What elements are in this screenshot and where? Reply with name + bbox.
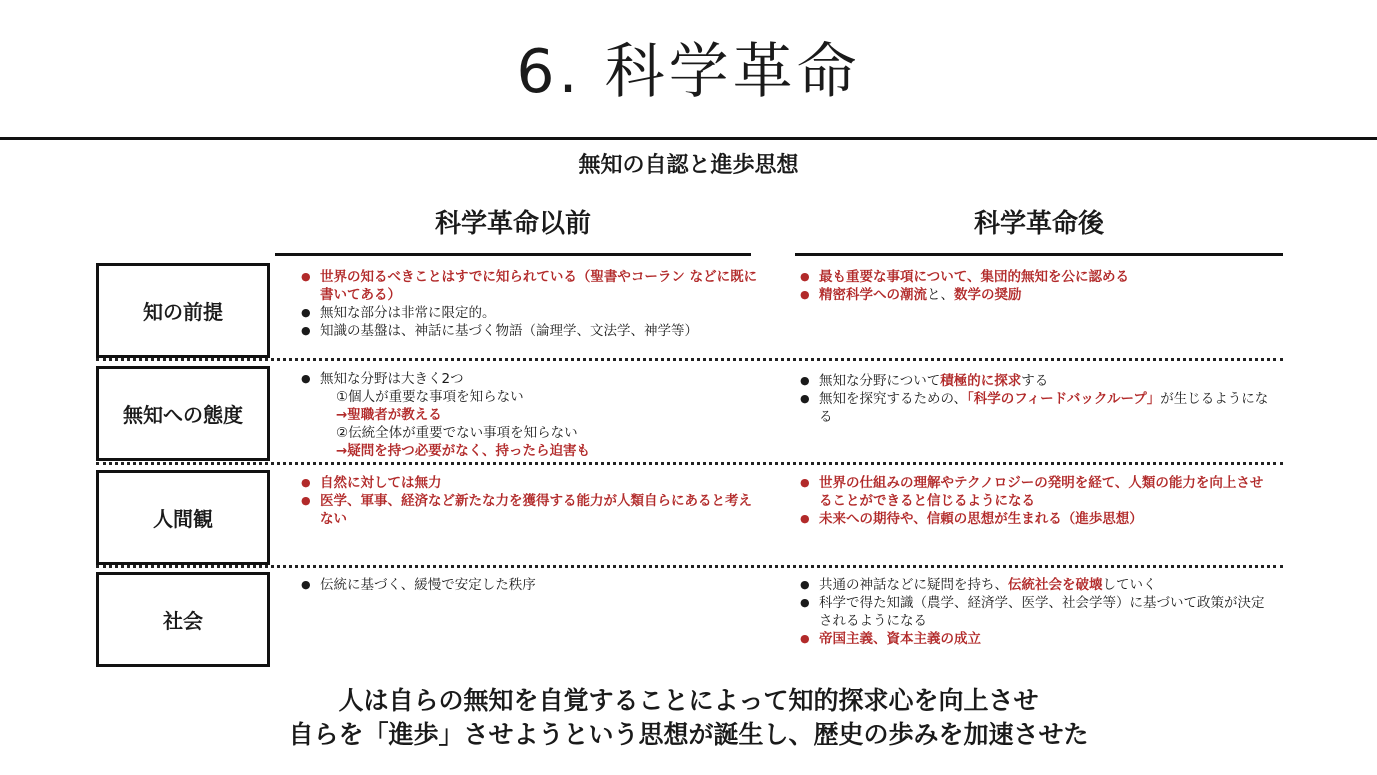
list-item	[797, 390, 1275, 426]
sub-item-note: →疑問を持つ必要がなく、持ったら迫害も	[336, 443, 591, 459]
page-title: 6. 科学革命	[516, 37, 861, 107]
plain-text: 無知を探究するための、	[819, 391, 967, 407]
row-label-human-view: 人間観	[96, 470, 270, 565]
plain-text: が生じるようになる	[819, 391, 1269, 425]
sub-item-note: →聖職者が教える	[336, 407, 442, 423]
row-divider	[96, 565, 1283, 568]
cell-premise-after	[797, 268, 1275, 304]
list-item: ● 医学、軍事、経済など新たな力を獲得する能力が人類自らにあると考えない	[298, 492, 758, 528]
emphasis-text: 精密科学への潮流	[819, 287, 927, 303]
list-item	[797, 372, 1275, 390]
conclusion-line-1: 人は自らの無知を自覚することによって知的探求心を向上させ	[338, 686, 1039, 715]
list-item: ● 科学で得た知識（農学、経済学、医学、社会学等）に基づいて政策が決定されるようになる	[797, 594, 1275, 630]
list-item: ● 伝統に基づく、緩慢で安定した秩序	[298, 576, 758, 594]
plain-text: する	[1021, 373, 1049, 389]
emphasis-text: 積極的に探求	[940, 373, 1022, 389]
plain-text: 共通の神話などに疑問を持ち、	[819, 577, 1008, 593]
row-label-society: 社会	[96, 572, 270, 667]
column-header-before: 科学革命以前	[434, 209, 591, 239]
list-item: ● 無知な部分は非常に限定的。	[298, 304, 758, 322]
column-header-after: 科学革命後	[973, 209, 1104, 239]
list-item: ● 世界の知るべきことはすでに知られている（聖書やコーラン などに既に書いてある）	[298, 268, 758, 304]
conclusion-line-2: 自らを「進歩」させようという思想が誕生し、歴史の歩みを加速させた	[288, 720, 1089, 749]
list-item	[797, 286, 1275, 304]
column-rule-before	[275, 253, 751, 256]
subtitle: 無知の自認と進歩思想	[578, 153, 799, 178]
row-label-attitude: 無知への態度	[96, 366, 270, 461]
cell-human-view-after	[797, 474, 1275, 528]
row-label-premise: 知の前提	[96, 263, 270, 358]
list-item: ● 自然に対しては無力	[298, 474, 758, 492]
list-item	[298, 370, 758, 460]
list-item: ● 帝国主義、資本主義の成立	[797, 630, 1275, 648]
list-item-lead: 無知な分野は大きく2つ	[320, 371, 464, 387]
sub-item: ①個人が重要な事項を知らない	[336, 389, 524, 405]
row-divider	[96, 358, 1283, 361]
list-item: ● 世界の仕組みの理解やテクノロジーの発明を経て、人類の能力を向上させることができると信じるようになる	[797, 474, 1275, 510]
plain-text: 無知な分野について	[819, 373, 941, 389]
emphasis-text: 伝統社会を破壊	[1008, 577, 1103, 593]
row-divider	[96, 462, 1283, 465]
cell-attitude-after	[797, 372, 1275, 426]
cell-attitude-before	[298, 370, 758, 460]
emphasis-text: 「科学のフィードバックループ」	[966, 391, 1161, 407]
cell-society-after	[797, 576, 1275, 648]
list-item: ● 最も重要な事項について、集団的無知を公に認める	[797, 268, 1275, 286]
title-divider	[0, 137, 1377, 140]
list-item	[797, 576, 1275, 594]
column-rule-after	[795, 253, 1283, 256]
cell-premise-before	[298, 268, 758, 340]
emphasis-text: 数学の奨励	[954, 287, 1022, 303]
list-item: ● 知識の基盤は、神話に基づく物語（論理学、文法学、神学等）	[298, 322, 758, 340]
cell-human-view-before	[298, 474, 758, 528]
cell-society-before	[298, 576, 758, 594]
list-item: ● 未来への期待や、信頼の思想が生まれる（進歩思想）	[797, 510, 1275, 528]
plain-text: していく	[1102, 577, 1157, 593]
sub-item: ②伝統全体が重要でない事項を知らない	[336, 425, 578, 441]
plain-text: と、	[927, 287, 954, 303]
